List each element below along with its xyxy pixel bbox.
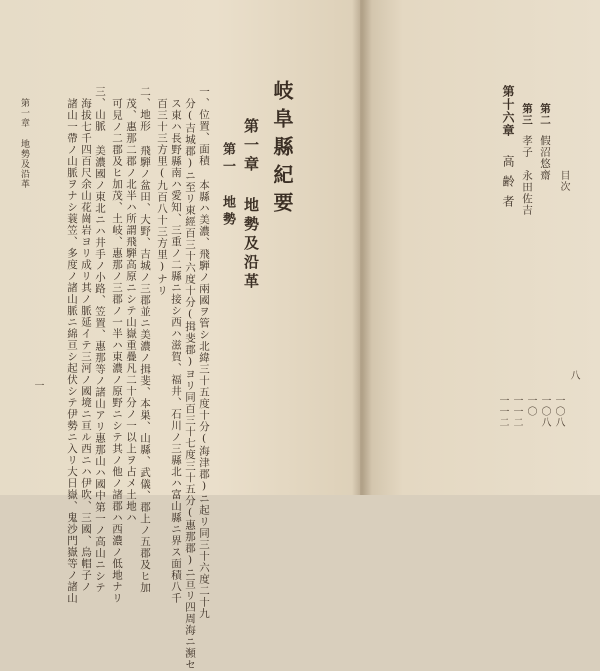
- text-line: 百三十三方里(九百八十三方里)ナリ: [156, 98, 168, 297]
- text-line: 可見ノ二郡及ヒ加茂、土岐、惠那ノ三郡ノ一半ハ東濃ノ原野ニシテ其ノ他ノ諸郡ハ西濃ノ低地ナリ: [111, 98, 123, 604]
- text-line: 茂、惠那二郡ノ北半ハ所謂飛騨高原ニシテ山嶽重疊凡二十分ノ一以上ヲ占メ土地ハ: [125, 98, 137, 524]
- toc-item3-person: 永田佐吉: [521, 170, 533, 216]
- toc-item3-num: 第三: [521, 103, 533, 126]
- left-page-number: 一: [32, 380, 43, 391]
- toc-chapter-title: 高齢者: [501, 155, 515, 215]
- text-line: 分(吉城郡)ニ至リ東經百三十六度十分(揖斐郡)ヨリ同百三十七度三十五分(惠那郡)ニ亘リ四周海ニ瀕セ: [184, 98, 196, 671]
- book-title: 岐阜縣紀要: [270, 80, 294, 220]
- section-heading: 第一 地勢: [220, 142, 235, 229]
- text-line: ス東ハ長野縣南ハ愛知、三重ノ二縣ニ接シ西ハ滋賀、福井、石川ノ三縣北ハ富山縣ニ界ス面積八千: [170, 98, 182, 604]
- text-line: 三、山脈 美濃國ノ東北ニハ井手ノ小路、笠置、惠那等ノ諸山アリ惠那山ハ國中第一ノ高山ニシテ: [94, 86, 106, 594]
- toc-page-ref: 一一二: [497, 395, 508, 428]
- toc-item2-num: 第二: [539, 103, 551, 126]
- toc-page-ref: 一〇八: [539, 395, 550, 428]
- text-line: 二、地形 飛騨ノ盆田、大野、吉城ノ三郡並ニ美濃ノ揖斐、本巣、山縣、武儀、郡上ノ五郡及ヒ加: [139, 86, 151, 594]
- toc-label: 目次: [558, 170, 569, 192]
- book-gutter: [352, 0, 372, 495]
- right-page-number: 八: [568, 370, 579, 381]
- toc-item2-title: 假沼悠齋: [539, 135, 551, 181]
- toc-item3-title: 孝子: [521, 135, 533, 158]
- chapter-heading: 第一章 地勢及沿革: [242, 118, 260, 292]
- toc-page-ref: 一〇: [525, 395, 536, 417]
- text-line: 海拔七千四百尺余山花崗岩ヨリ成リ其ノ脈延イテ三河ノ國境ニ亘ル西ニハ伊吹、三國、烏帽子ノ: [80, 98, 92, 593]
- running-footer: 第一章 地勢及沿革: [19, 98, 29, 189]
- toc-page-ref: 一〇八: [553, 395, 564, 428]
- text-line: 一、位置、面積 本縣ハ美濃、飛騨ノ兩國ヲ管シ北緯三十五度十分(海津郡)ニ起リ同三十六度二十九: [198, 86, 210, 620]
- text-line: 諸山一帶ノ山脈ヲナシ蓑笠、多度ノ諸山脈ニ綿亘シ起伏シテ伊勢ニ入リ大日嶽、鬼沙門嶽等ノ諸山: [66, 98, 78, 604]
- toc-chapter: 第十六章: [501, 85, 515, 137]
- toc-page-ref: 一一二: [511, 395, 522, 428]
